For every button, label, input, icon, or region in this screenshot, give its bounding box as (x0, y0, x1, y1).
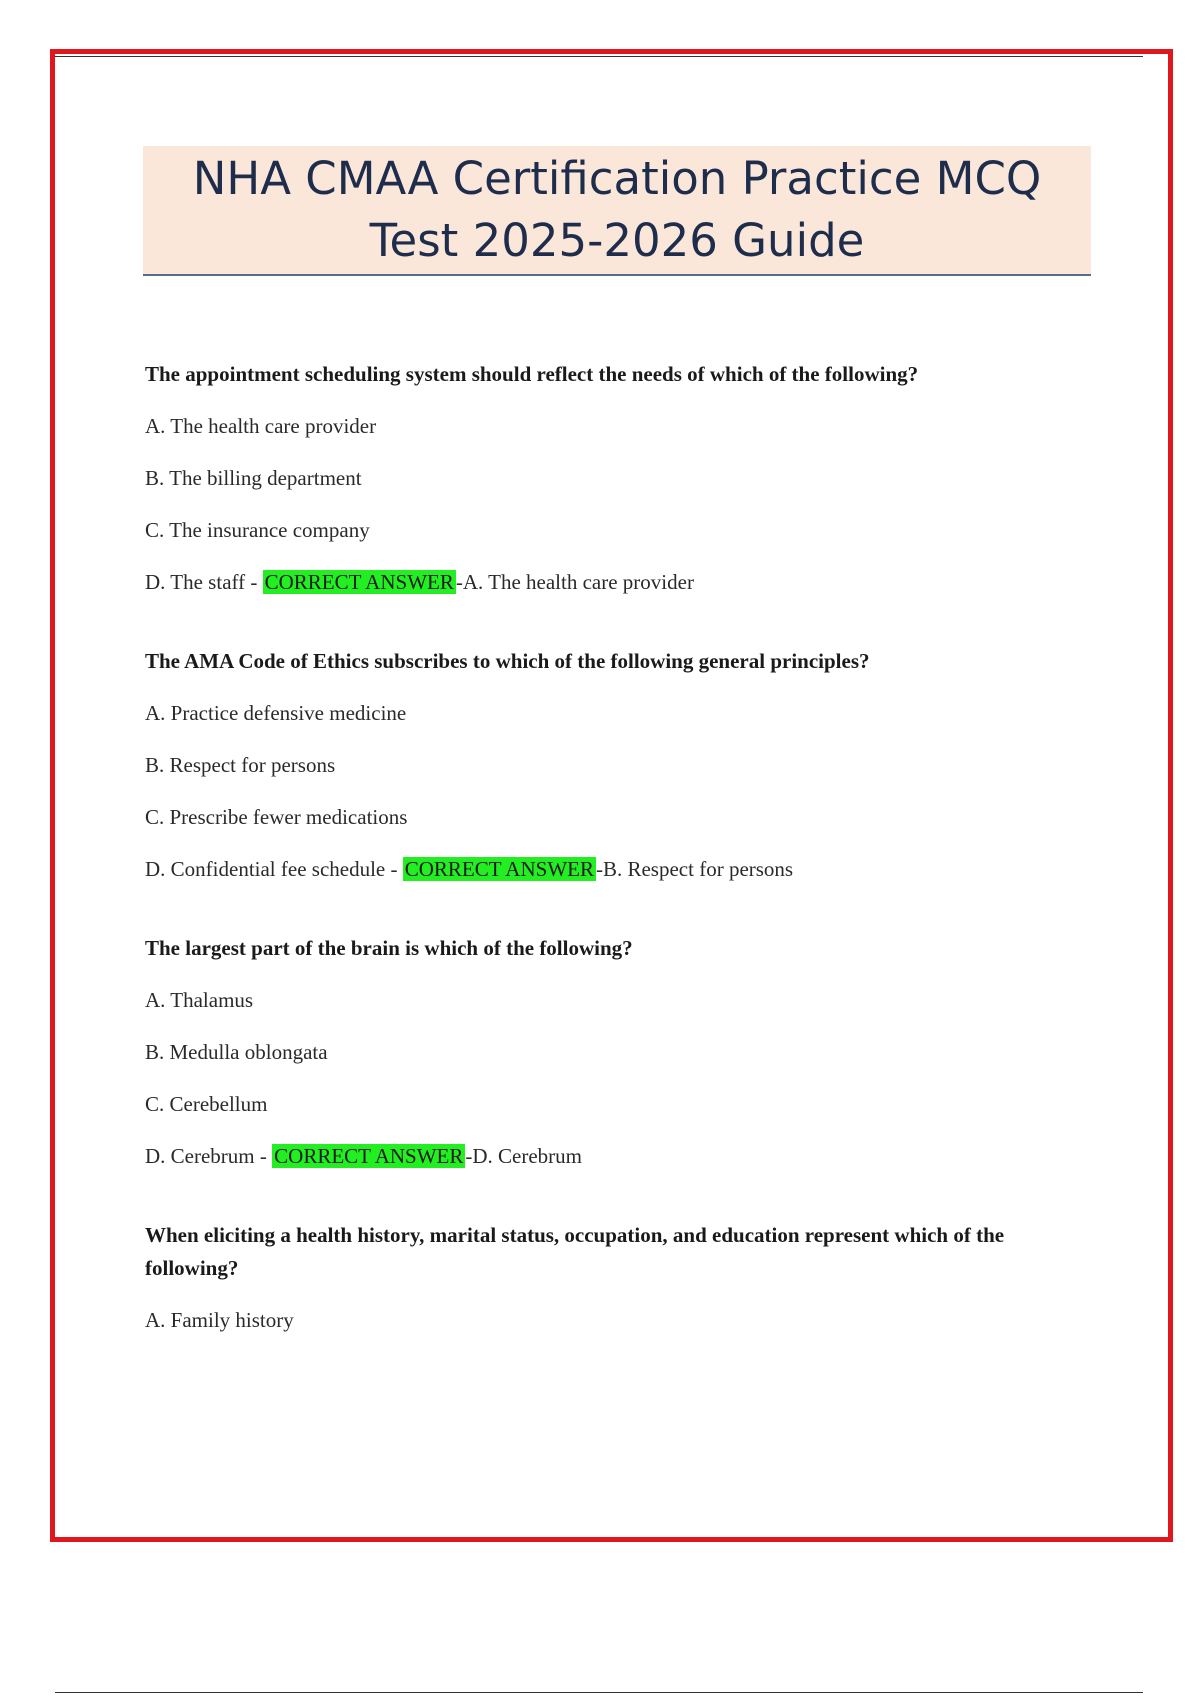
question-text: The AMA Code of Ethics subscribes to which of the following general principles? (145, 649, 870, 673)
option-d: D. Confidential fee schedule - (145, 857, 403, 881)
option-d-with-answer (145, 566, 1075, 599)
option-b: B. Respect for persons (145, 753, 336, 777)
title-line-1: NHA CMAA Certification Practice MCQ (192, 152, 1042, 205)
answer-text: -B. Respect for persons (595, 857, 794, 881)
option-a: A. Family history (145, 1308, 294, 1332)
option-d: D. The staff - (145, 570, 263, 594)
title-line-2: Test 2025-2026 Guide (369, 214, 865, 267)
question-list (145, 358, 1075, 1383)
option-a: A. Practice defensive medicine (145, 701, 407, 725)
footer-rule (55, 1692, 1143, 1693)
option-b: B. Medulla oblongata (145, 1040, 328, 1064)
question-text: The appointment scheduling system should reflect the needs of which of the following? (145, 362, 919, 386)
option-d-with-answer (145, 1140, 1075, 1173)
answer-text: -D. Cerebrum (465, 1144, 583, 1168)
correct-answer-highlight: CORRECT ANSWER (404, 857, 594, 881)
option-d-with-answer (145, 853, 1075, 886)
question-block-4 (145, 1219, 1075, 1337)
option-c: C. Prescribe fewer medications (145, 805, 408, 829)
option-a: A. The health care provider (145, 414, 377, 438)
correct-answer-highlight: CORRECT ANSWER (274, 1144, 464, 1168)
question-text: The largest part of the brain is which of the following? (145, 936, 633, 960)
correct-answer-highlight: CORRECT ANSWER (264, 570, 454, 594)
question-block-1 (145, 358, 1075, 599)
question-block-2 (145, 645, 1075, 886)
option-a: A. Thalamus (145, 988, 254, 1012)
document-title (193, 148, 1042, 272)
option-c: C. Cerebellum (145, 1092, 268, 1116)
option-b: B. The billing department (145, 466, 362, 490)
question-text: When eliciting a health history, marital status, occupation, and education represent which of the following? (145, 1223, 1005, 1280)
question-block-3 (145, 932, 1075, 1173)
option-d: D. Cerebrum - (145, 1144, 273, 1168)
option-c: C. The insurance company (145, 518, 370, 542)
title-banner (143, 146, 1091, 276)
answer-text: -A. The health care provider (455, 570, 694, 594)
